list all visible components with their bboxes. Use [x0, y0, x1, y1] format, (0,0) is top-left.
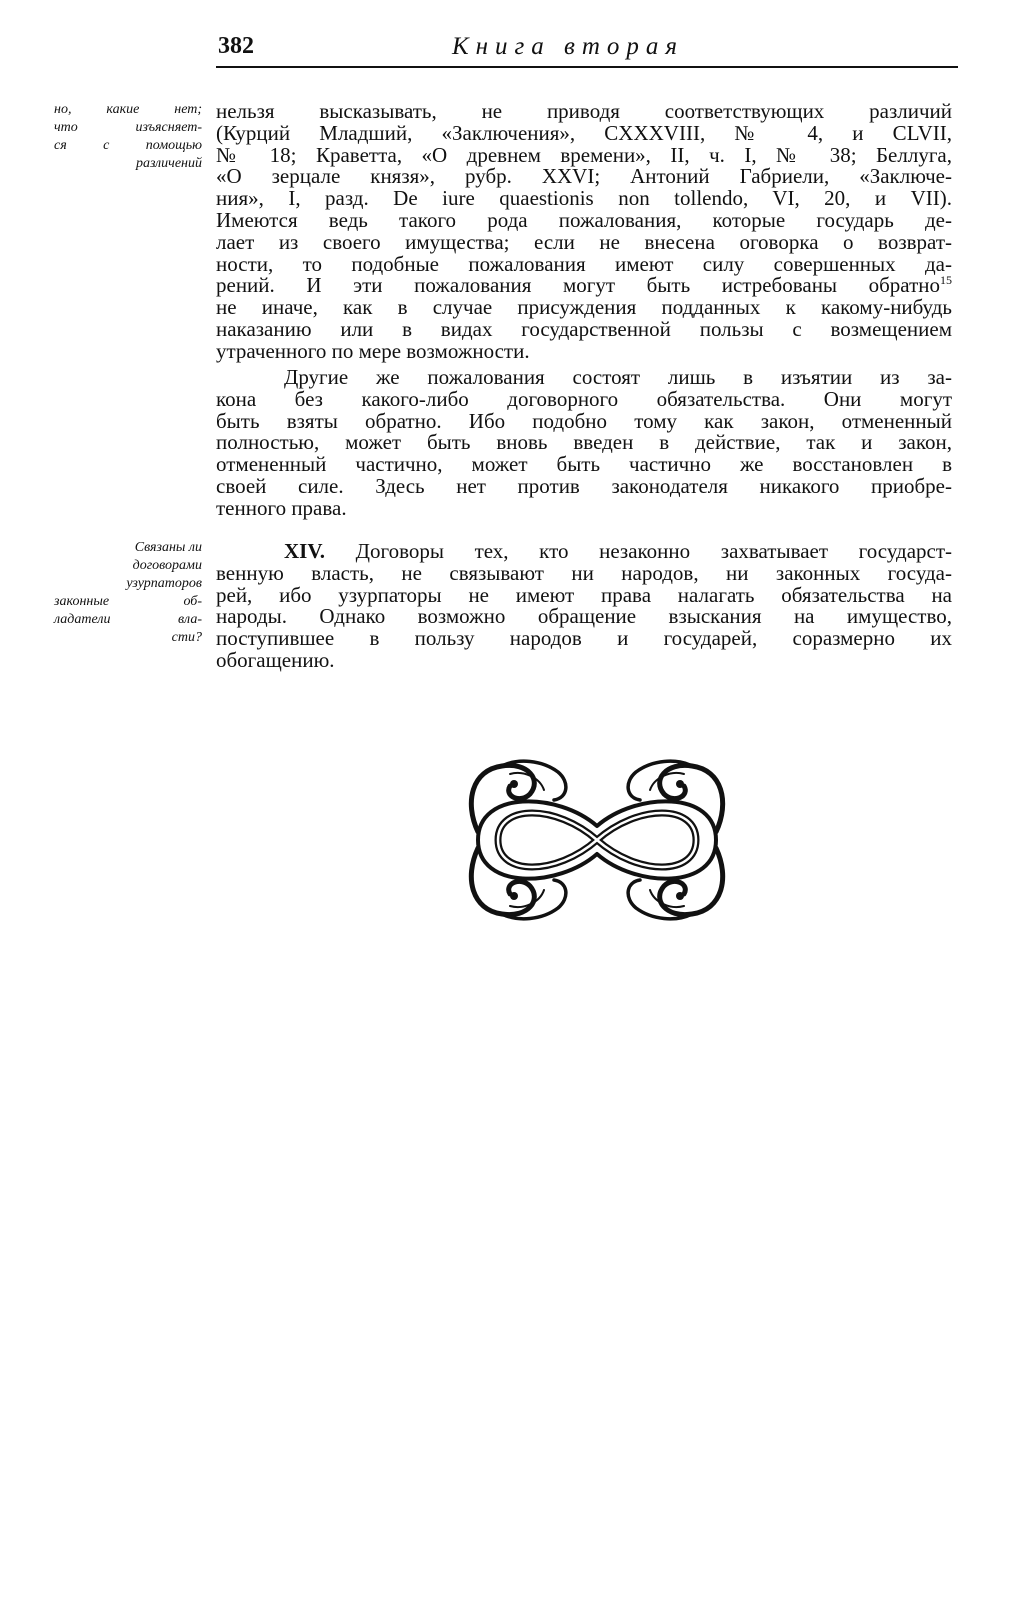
- section-xiv: [216, 541, 952, 672]
- margin-note-line: различений: [135, 156, 202, 171]
- margin-note-line: законные об-: [54, 594, 202, 609]
- margin-note-usurpers: [54, 539, 202, 647]
- text-line: тенного права.: [216, 495, 347, 520]
- margin-note-line: что изъясняет-: [54, 120, 202, 135]
- text-line: наказанию или в видах государственной пользы с возмещением: [216, 316, 952, 341]
- text-line: лает из своего имущества; если не внесена оговорка о возврат-: [216, 229, 952, 254]
- text-line: рей, ибо узурпаторы не имеют права налагать обязательства на: [216, 582, 952, 607]
- margin-note-line: Связаны ли: [134, 540, 202, 555]
- text-line: Другие же пожалования состоят лишь в изъятии из за-: [284, 365, 952, 389]
- paragraph-exemptions: [216, 367, 952, 520]
- text-line: своей силе. Здесь нет против законодателя никакого приобре-: [216, 473, 952, 498]
- scroll-flourish-icon: [458, 752, 736, 926]
- text-line: кона без какого-либо договорного обязательства. Они могут: [216, 386, 952, 411]
- text-line: ния», I, разд. De iure quaestionis non tollendo, VI, 20, и VII).: [216, 186, 952, 211]
- page-header: [0, 0, 1036, 70]
- margin-note-line: узурпаторов: [126, 576, 202, 591]
- footnote-ref[interactable]: 15: [940, 273, 952, 288]
- running-title: Книга вторая: [452, 33, 685, 60]
- section-first-line: [216, 541, 952, 563]
- text-line: поступившее в пользу народов и государей, соразмерно их: [216, 626, 952, 651]
- text-line: нельзя высказывать, не приводя соответствующих различий: [216, 99, 952, 123]
- text-line: венную власть, не связывают ни народов, ни законных госуда-: [216, 560, 952, 585]
- header-rule: [216, 66, 958, 68]
- text-line: утраченного по мере возможности.: [216, 338, 530, 363]
- margin-note-line: договорами: [132, 558, 202, 573]
- text-line: Имеются ведь такого рода пожалования, которые государь де-: [216, 207, 952, 232]
- section-number: XIV.: [284, 539, 326, 563]
- text-line: отмененный частично, может быть частично же восстановлен в: [216, 452, 952, 477]
- text-line: быть взяты обратно. Ибо подобно тому как закон, отмененный: [216, 408, 952, 433]
- text-line: ности, то подобные пожалования имеют силу совершенных да-: [216, 251, 952, 276]
- text-line: народы. Однако возможно обращение взыскания на имущество,: [216, 604, 952, 629]
- text-line: № 18; Краветта, «О древнем времени», II, ч. I, № 38; Беллуга,: [216, 142, 952, 167]
- text-line: обогащению.: [216, 647, 335, 672]
- text-line: полностью, может быть вновь введен в действие, так и закон,: [216, 430, 952, 455]
- paragraph-grants: [216, 101, 952, 363]
- text-line-with-footnote: [216, 275, 952, 297]
- margin-note-line: сти?: [171, 630, 202, 645]
- text-line: рений. И эти пожалования могут быть истребованы обратно: [216, 273, 940, 298]
- margin-note-line: но, какие нет;: [54, 102, 202, 117]
- page-number: 382: [218, 33, 254, 59]
- text-line: «О зерцале князя», рубр. XXVI; Антоний Габриели, «Заключе-: [216, 164, 952, 189]
- text-line: Договоры тех, кто незаконно захватывает государст-: [355, 539, 953, 563]
- text-line: не иначе, как в случае присуждения подданных к какому-нибудь: [216, 295, 952, 320]
- margin-note-line: ся с помощью: [54, 138, 202, 153]
- text-line: (Курций Младший, «Заключения», CXXXVIII, № 4, и CLVII,: [216, 120, 952, 145]
- margin-note-distinctions: [54, 101, 202, 173]
- margin-note-line: ладатели вла-: [54, 612, 202, 627]
